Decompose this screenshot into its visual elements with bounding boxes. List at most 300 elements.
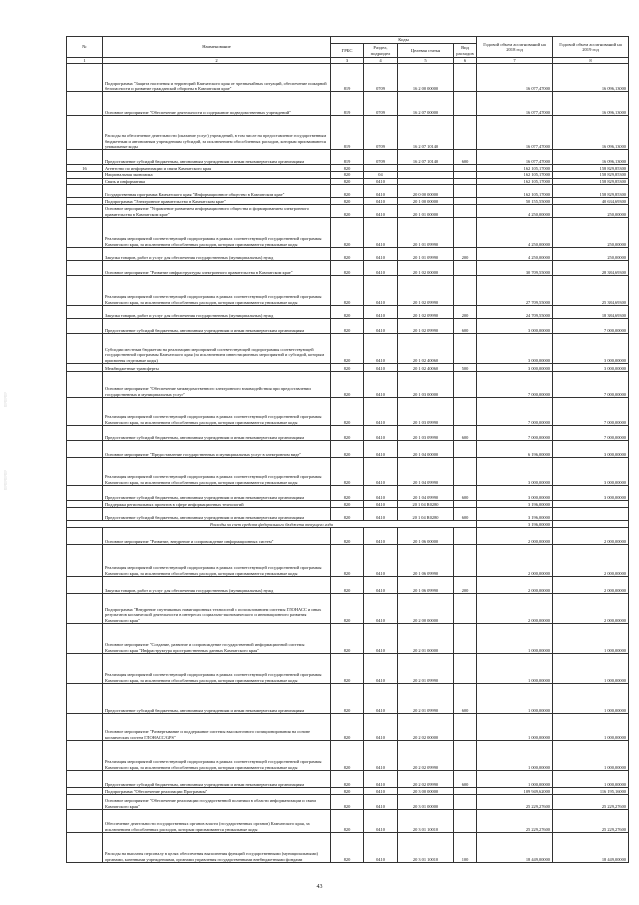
header-col-number: 7 [477,58,553,64]
table-row [67,577,629,594]
header-col-number: 3 [331,58,364,64]
row-amount-2019: 7 000,00000 [553,398,629,426]
row-target: 20 3 00 00000 [398,788,454,795]
row-target: 20 1 03 00000 [398,372,454,398]
table-row [67,521,629,528]
row-grbs: 820 [331,319,364,334]
row-name: Обеспечение деятельности государственных органов власти (государственных органов) Камчатского края, за исключением обособленных расходов, которым присваиваются уникальные коды [103,810,331,833]
table-row [67,486,629,501]
row-amount-2019: 1 000,00000 [553,684,629,714]
row-number [67,319,103,334]
table-row [67,441,629,458]
row-kind: 600 [454,486,477,501]
row-number [67,833,103,863]
row-amount-2018: 162 105,17000 [477,165,553,172]
row-section: 0410 [364,398,398,426]
row-grbs: 820 [331,795,364,810]
row-name: Подпрограмма "Обеспечение реализации Программы" [103,788,331,795]
row-target: 20 1 02 09990 [398,319,454,334]
table-row [67,150,629,165]
row-section: 0410 [364,248,398,261]
row-section: 0410 [364,486,398,501]
row-section: 0410 [364,426,398,441]
row-target: 20 1 02 09990 [398,276,454,306]
row-name: Реализация мероприятий соответствующей подпрограммы в рамках соответствующей государственной программы Камчатского края, за исключением обособленных расходов, которым присваиваются уникальные коды [103,218,331,248]
row-name: Национальная экономика [103,172,331,178]
row-amount-2018: 50 155,55000 [477,198,553,205]
row-name: Реализация мероприятий соответствующей подпрограммы в рамках соответствующей государственной программы Камчатского края, за исключением обособленных расходов, которым присваиваются уникальные коды [103,654,331,684]
row-amount-2018: 1 000,00000 [477,624,553,654]
table-row [67,205,629,218]
row-name: Реализация мероприятий соответствующей подпрограммы в рамках соответствующей государственной программы Камчатского края, за исключением обособленных расходов, которым присваиваются уникальные коды [103,545,331,577]
row-kind [454,92,477,116]
row-target: 20 1 03 09990 [398,426,454,441]
row-grbs: 820 [331,833,364,863]
header-col-number: 6 [454,58,477,64]
row-section: 0410 [364,178,398,184]
row-amount-2018: 1 000,00000 [477,771,553,788]
row-number [67,594,103,624]
row-name: Межбюджетные трансферты [103,364,331,372]
row-amount-2018: 3 000,00000 [477,458,553,486]
table-row [67,306,629,319]
row-name: Поддержка региональных проектов в сфере информационных технологий [103,501,331,508]
row-name: Закупка товаров, работ и услуг для обеспечения государственных (муниципальных) нужд [103,306,331,319]
row-grbs: 820 [331,306,364,319]
row-target [398,165,454,172]
row-kind [454,116,477,150]
row-target: 20 1 01 00000 [398,205,454,218]
table-row [67,372,629,398]
row-amount-2018: 2 000,00000 [477,545,553,577]
row-target: 20 1 06 09990 [398,545,454,577]
budget-table [66,36,629,863]
row-target: 16 2 00 00000 [398,64,454,92]
row-number [67,116,103,150]
row-amount-2019: 2 000,00000 [553,528,629,545]
row-name: Подпрограмма "Защита населения и территорий Камчатского края от чрезвычайных ситуаций, обеспечение пожарной безопасности и развитие гражданской обороны в Камчатском крае" [103,64,331,92]
row-name: Реализация мероприятий соответствующей подпрограммы в рамках соответствующей государственной программы Камчатского края, за исключением обособленных расходов, которым присваиваются уникальные коды [103,458,331,486]
row-name: Основное мероприятие "Обеспечение деятельности и содержание подведомственных учреждений" [103,92,331,116]
row-grbs: 820 [331,810,364,833]
table-row [67,508,629,521]
row-amount-2019: 16 096,13000 [553,116,629,150]
row-number [67,577,103,594]
row-name: Предоставление субсидий бюджетным, автономным учреждениям и иным некоммерческим организациям [103,426,331,441]
row-grbs: 819 [331,150,364,165]
row-target: 20 2 02 09990 [398,741,454,771]
row-number [67,810,103,833]
row-target: 16 2 07 10140 [398,116,454,150]
row-target: 20 1 02 40060 [398,334,454,364]
table-row [67,684,629,714]
row-kind [454,714,477,741]
row-grbs: 820 [331,458,364,486]
row-section: 0410 [364,276,398,306]
row-name: Реализация мероприятий соответствующей подпрограммы в рамках соответствующей государственной программы Камчатского края, за исключением обособленных расходов, которым присваиваются уникальные коды [103,276,331,306]
row-grbs: 820 [331,165,364,172]
table-row [67,116,629,150]
row-target: 20 1 01 09990 [398,218,454,248]
table-row [67,788,629,795]
scan-artifact: ░ ░ ░ [4,392,8,407]
row-amount-2019 [553,508,629,521]
row-name: Предоставление субсидий бюджетным, автономным учреждениям и иным некоммерческим организациям [103,150,331,165]
table-row [67,364,629,372]
table-row [67,594,629,624]
row-target: 20 2 02 00000 [398,714,454,741]
header-section: Раздел, подраздел [364,44,398,58]
row-amount-2019: 16 096,13000 [553,64,629,92]
row-kind [454,624,477,654]
row-section: 0410 [364,528,398,545]
row-amount-2019: 7 000,00000 [553,372,629,398]
row-section: 0410 [364,501,398,508]
row-target: 20 3 01 10010 [398,833,454,863]
row-amount-2018: 162 105,17000 [477,172,553,178]
row-amount-2018: 16 077,47000 [477,150,553,165]
row-amount-2019 [553,501,629,508]
row-amount-2018: 3 196,00000 [477,508,553,521]
row-section: 0410 [364,458,398,486]
row-name: Основное мероприятие "Развитие инфраструктуры электронного правительства в Камчатском крае" [103,261,331,276]
row-amount-2018: 1 000,00000 [477,684,553,714]
row-section: 0410 [364,261,398,276]
row-amount-2019: 16 096,13000 [553,150,629,165]
row-amount-2018: 16 077,47000 [477,92,553,116]
row-amount-2019: 25 229,27600 [553,810,629,833]
row-amount-2019: 7 000,00000 [553,426,629,441]
header-2018: Годовой объем ассигнований на 2018 год [477,37,553,58]
row-amount-2019: 158 829,85300 [553,178,629,184]
row-kind [454,810,477,833]
header-name: Наименование [103,37,331,58]
table-row [67,545,629,577]
row-amount-2019: 158 829,85300 [553,185,629,198]
row-grbs: 820 [331,426,364,441]
table-row [67,319,629,334]
row-name: Расходы на выплаты персоналу в целях обеспечения выполнения функций государственными (муниципальными) органами, казенными учреждениями, органами управления государственными внебюджетными фондами [103,833,331,863]
row-kind: 200 [454,248,477,261]
row-kind [454,398,477,426]
row-section: 0410 [364,545,398,577]
row-section: 0410 [364,441,398,458]
row-section: 0410 [364,684,398,714]
row-section: 0410 [364,334,398,364]
row-kind [454,594,477,624]
header-target: Целевая статья [398,44,454,58]
header-2019: Годовой объем ассигнований на 2019 год [553,37,629,58]
row-kind [454,261,477,276]
row-number [67,741,103,771]
row-kind [454,795,477,810]
row-target: 16 2 07 00000 [398,92,454,116]
row-target: 20 2 01 00000 [398,624,454,654]
row-section: 0709 [364,116,398,150]
row-target: 20 1 00 00000 [398,198,454,205]
table-row [67,165,629,172]
row-section: 0410 [364,624,398,654]
row-amount-2019 [553,521,629,528]
row-kind: 100 [454,833,477,863]
row-amount-2019: 2 000,00000 [553,594,629,624]
table-row [67,172,629,178]
row-number [67,528,103,545]
row-number [67,788,103,795]
row-section: 0709 [364,64,398,92]
header-kind: Вид расходов [454,44,477,58]
row-name: Расходы на обеспечение деятельности (оказание услуг) учреждений, в том числе на предоставление государственным бюджетным и автономным учреждениям субсидий, за исключением обособленных расходов, которым присваиваются уникальные коды [103,116,331,150]
row-kind: 600 [454,319,477,334]
row-amount-2018: 2 000,00000 [477,594,553,624]
row-number [67,306,103,319]
row-grbs: 820 [331,205,364,218]
row-grbs: 820 [331,684,364,714]
row-number: 16 [67,165,103,172]
table-row [67,398,629,426]
row-amount-2019: 3 000,00000 [553,458,629,486]
table-row [67,833,629,863]
header-col-number: 1 [67,58,103,64]
row-number [67,276,103,306]
row-name: Реализация мероприятий соответствующей подпрограммы в рамках соответствующей государственной программы Камчатского края, за исключением обособленных расходов, которым присваиваются уникальные коды [103,398,331,426]
row-amount-2018: 3 000,00000 [477,319,553,334]
row-kind [454,528,477,545]
row-section: 0410 [364,205,398,218]
row-target: 20 1 04 R0280 [398,508,454,521]
row-name: Основное мероприятие "Обеспечение реализации государственной политики в области информатизации и связи Камчатского края" [103,795,331,810]
row-kind [454,458,477,486]
row-number [67,501,103,508]
row-number [67,441,103,458]
row-grbs: 820 [331,486,364,501]
row-section: 0410 [364,833,398,863]
row-number [67,624,103,654]
row-target: 20 1 04 00000 [398,441,454,458]
table-row [67,218,629,248]
row-kind: 200 [454,577,477,594]
row-amount-2019: 1 000,00000 [553,771,629,788]
row-amount-2018: 7 000,00000 [477,426,553,441]
row-amount-2019: 250,00000 [553,205,629,218]
header-num: № [67,37,103,58]
row-grbs: 820 [331,594,364,624]
row-number [67,398,103,426]
row-amount-2018: 27 709,55000 [477,276,553,306]
table-row [67,795,629,810]
row-amount-2018: 30 709,55000 [477,261,553,276]
row-amount-2018: 18 449,00000 [477,833,553,863]
row-kind [454,334,477,364]
row-number [67,684,103,714]
table-row [67,771,629,788]
row-section: 0410 [364,788,398,795]
row-section: 0709 [364,150,398,165]
row-number [67,714,103,741]
row-kind: 200 [454,306,477,319]
row-section: 0410 [364,364,398,372]
row-kind [454,218,477,248]
row-amount-2019: 158 829,85300 [553,165,629,172]
row-amount-2018: 16 077,47000 [477,116,553,150]
row-amount-2019: 1 000,00000 [553,714,629,741]
row-number [67,654,103,684]
row-amount-2019: 250,00000 [553,218,629,248]
row-section: 0410 [364,771,398,788]
row-grbs: 819 [331,64,364,92]
row-name: Основное мероприятие "Создание, развитие и сопровождение государственной информационной системы Камчатского края "Инфраструктура пространственных данных Камчатского края" [103,624,331,654]
header-col-number: 4 [364,58,398,64]
row-section: 0410 [364,218,398,248]
page-number: 43 [316,884,323,890]
row-grbs: 820 [331,261,364,276]
row-amount-2019: 40 634,69300 [553,198,629,205]
table-row [67,714,629,741]
row-section: 0410 [364,654,398,684]
row-number [67,218,103,248]
row-number [67,426,103,441]
row-amount-2019: 18 384,69300 [553,306,629,319]
row-target: 20 2 01 09990 [398,654,454,684]
row-grbs: 820 [331,178,364,184]
row-kind [454,64,477,92]
table-row [67,528,629,545]
row-name: Основное мероприятие "Обеспечение межведомственного электронного взаимодействия при предоставлении государственных и муниципальных услуг" [103,372,331,398]
row-amount-2019: 3 000,00000 [553,441,629,458]
row-name: Основное мероприятие "Развертывание и поддержание системы высокоточного позиционирования на основе космических систем ГЛОНАСС/GPS" [103,714,331,741]
row-amount-2019: 28 384,69300 [553,261,629,276]
row-grbs: 820 [331,508,364,521]
row-kind: 600 [454,684,477,714]
row-amount-2018: 1 000,00000 [477,654,553,684]
row-amount-2018: 24 709,55000 [477,306,553,319]
row-section: 0410 [364,319,398,334]
row-number [67,150,103,165]
row-number [67,198,103,205]
row-amount-2018: 25 229,27600 [477,810,553,833]
table-row [67,426,629,441]
row-amount-2019: 158 829,85300 [553,172,629,178]
row-name: Агентство по информатизации и связи Камчатского края [103,165,331,172]
row-grbs: 820 [331,398,364,426]
row-kind [454,741,477,771]
row-kind: 600 [454,508,477,521]
row-amount-2019: 250,00000 [553,248,629,261]
row-grbs: 820 [331,185,364,198]
table-row [67,741,629,771]
row-section: 0410 [364,714,398,741]
table-row [67,92,629,116]
row-amount-2018: 4 250,00000 [477,205,553,218]
header-col-number: 8 [553,58,629,64]
row-section: 0410 [364,577,398,594]
row-amount-2018: 109 949,62000 [477,788,553,795]
row-section: 04 [364,172,398,178]
row-grbs: 820 [331,714,364,741]
row-amount-2018: 4 250,00000 [477,218,553,248]
row-name: Закупка товаров, работ и услуг для обеспечения государственных (муниципальных) нужд [103,248,331,261]
row-target: 20 2 02 09990 [398,771,454,788]
row-amount-2018: 2 000,00000 [477,577,553,594]
row-number [67,185,103,198]
row-name: Предоставление субсидий бюджетным, автономным учреждениям и иным некоммерческим организациям [103,684,331,714]
row-name: Государственная программа Камчатского края "Информационное общество в Камчатском крае" [103,185,331,198]
row-number [67,372,103,398]
row-number [67,545,103,577]
table-row [67,198,629,205]
row-grbs: 820 [331,276,364,306]
header-codes: Коды [331,37,477,44]
row-number [67,795,103,810]
row-name: Предоставление субсидий бюджетным, автономным учреждениям и иным некоммерческим организациям [103,771,331,788]
row-section: 0709 [364,92,398,116]
row-grbs: 820 [331,624,364,654]
row-section: 0410 [364,594,398,624]
row-section: 0410 [364,198,398,205]
table-row [67,334,629,364]
row-grbs: 820 [331,741,364,771]
row-section: 0410 [364,741,398,771]
row-target: 20 1 02 00000 [398,261,454,276]
table-row [67,458,629,486]
row-amount-2019: 3 000,00000 [553,334,629,364]
row-grbs: 819 [331,92,364,116]
row-number [67,248,103,261]
row-kind [454,441,477,458]
row-target: 20 1 04 R0280 [398,501,454,508]
row-grbs: 820 [331,218,364,248]
row-name: Предоставление субсидий бюджетным, автономным учреждениям и иным некоммерческим организациям [103,319,331,334]
row-amount-2019: 1 000,00000 [553,741,629,771]
row-amount-2019: 1 000,00000 [553,654,629,684]
row-grbs: 820 [331,364,364,372]
row-number [67,334,103,364]
row-section: 0410 [364,185,398,198]
row-amount-2018: 1 000,00000 [477,714,553,741]
row-kind [454,372,477,398]
row-section: 0410 [364,508,398,521]
row-kind [454,501,477,508]
scan-artifact: ░ ░ ░ ░ [4,470,8,490]
row-target: 20 1 02 09990 [398,306,454,319]
row-amount-2019: 2 000,00000 [553,577,629,594]
row-name: Предоставление субсидий бюджетным, автономным учреждениям и иным некоммерческим организациям [103,486,331,501]
row-kind [454,276,477,306]
row-grbs: 820 [331,788,364,795]
row-name: Подпрограмма "Электронное правительство в Камчатском крае" [103,198,331,205]
row-grbs: 820 [331,441,364,458]
row-kind: 600 [454,426,477,441]
row-kind [454,545,477,577]
row-number [67,771,103,788]
row-amount-2019: 1 000,00000 [553,624,629,654]
row-grbs: 820 [331,198,364,205]
row-kind [454,185,477,198]
table-row [67,276,629,306]
table-row [67,810,629,833]
row-kind [454,205,477,218]
row-section: 0410 [364,810,398,833]
row-grbs: 820 [331,372,364,398]
row-amount-2019: 16 096,13000 [553,92,629,116]
row-kind [454,165,477,172]
row-name: Основное мероприятие "Развитие, внедрение и сопровождение информационных систем" [103,528,331,545]
row-amount-2019: 3 000,00000 [553,364,629,372]
row-name: Реализация мероприятий соответствующей подпрограммы в рамках соответствующей государственной программы Камчатского края, за исключением обособленных расходов, которым присваиваются уникальные коды [103,741,331,771]
row-target: 20 1 06 09990 [398,577,454,594]
row-target: 20 0 00 00000 [398,185,454,198]
row-kind [454,198,477,205]
